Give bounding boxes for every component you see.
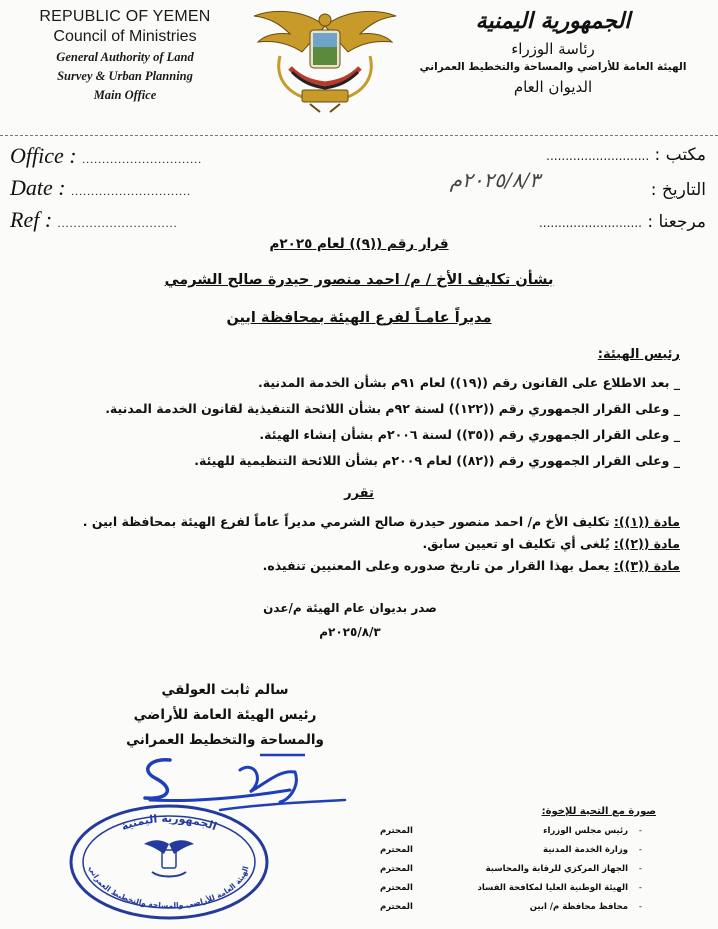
letterhead-authority-ar: الهيئة العامة للأراضي والمساحة والتخطيط العمراني (419, 61, 687, 73)
article-3 (0, 555, 680, 577)
letterhead-office-en: Main Office (93, 88, 157, 102)
copy-honorific: المحترم (380, 826, 413, 836)
arabic-letterhead (398, 8, 708, 96)
date-label-ar: التاريخ : (650, 180, 706, 200)
signatory-title: رئيس الهيئة العامة للأراضي (133, 707, 317, 723)
letterhead-authority-en: General Authority of Land (56, 50, 194, 64)
preamble-heading: رئيس الهيئة: (597, 347, 680, 362)
preamble-item: _ وعلى القرار الجمهوري رقم ((٣٥)) لسنة ٢٠٠٦م بشأن إنشاء الهيئة. (259, 427, 680, 442)
office-dots-en: .............................. (82, 152, 203, 166)
copy-recipient: - الهيئة الوطنية العليا لمكافحة الفساد المحترم (380, 879, 680, 898)
handwritten-date: ٢٠٢٥/٨/٣م (449, 168, 540, 192)
copy-honorific: المحترم (380, 864, 413, 874)
decree-position: مديراً عامـاً لفرع الهيئة بمحافظة ابين (226, 310, 492, 326)
office-field-ar (546, 145, 706, 165)
issued-place: صدر بديوان عام الهيئة م/عدن (263, 601, 437, 615)
preamble-item: _ وعلى القرار الجمهوري رقم ((١٢٢)) لسنة ٩٢م بشأن اللائحة التنفيذية لقانون الخدمة المدنية. (105, 401, 680, 416)
copy-recipient: - وزارة الخدمة المدنية المحترم (380, 841, 680, 860)
preamble-list (30, 370, 680, 474)
issued-block (250, 596, 450, 644)
signatory-name: سالم ثابت العولقي (161, 682, 289, 698)
article-2 (0, 533, 680, 555)
copy-recipient-name: الجهاز المركزي للرقابة والمحاسبة (485, 864, 628, 874)
svg-text:الجمهورية اليمنية (120, 812, 219, 833)
decides-heading: تقرر (344, 486, 374, 501)
date-field-en (10, 175, 191, 201)
letterhead-country-en: REPUBLIC OF YEMEN (39, 8, 211, 25)
copy-recipient: - رئيس مجلس الوزراء المحترم (380, 822, 680, 841)
article-1 (0, 511, 680, 533)
letterhead-country-ar: الجمهورية اليمنية (475, 8, 631, 34)
yemen-eagle-emblem (250, 6, 400, 114)
ref-label-ar: مرجعنا : (647, 212, 706, 232)
copies-heading: صورة مع التحية للإخوة: (541, 806, 656, 817)
copy-recipient-name: وزارة الخدمة المدنية (542, 845, 628, 855)
articles-list (0, 511, 680, 577)
svg-text:الهيئة العامة للأراضي والمساحة (87, 865, 250, 910)
article-text: يعمل بهذا القرار من تاريخ صدوره وعلى المعنيين تنفيذه. (262, 558, 614, 573)
letterhead-office-ar: الديوان العام (513, 78, 593, 96)
article-label: مادة ((٢)): (613, 536, 680, 551)
copy-honorific: المحترم (380, 902, 413, 912)
article-label: مادة ((٣)): (613, 558, 680, 573)
ref-label-en: Ref : (10, 207, 53, 232)
copy-recipient-name: الهيئة الوطنية العليا لمكافحة الفساد (477, 883, 628, 893)
decree-title: قرار رقم ((٩)) لعام ٢٠٢٥م (269, 236, 449, 252)
seal-bottom-text: الهيئة العامة للأراضي والمساحة والتخطيط العمراني (87, 864, 251, 911)
letterhead-presidency-ar: رئاسة الوزراء (511, 40, 595, 58)
preamble-item: _ بعد الاطلاع على القانون رقم ((١٩)) لعام ٩١م بشأن الخدمة المدنية. (258, 375, 680, 390)
office-label-en: Office : (10, 143, 77, 168)
copy-honorific: المحترم (380, 845, 413, 855)
article-label: مادة ((١)): (613, 514, 680, 529)
letterhead-council-en: Council of Ministries (53, 28, 197, 45)
office-dots-ar: ........................... (546, 149, 650, 163)
ref-field-ar (539, 212, 706, 232)
article-text: تكليف الأخ م/ احمد منصور حيدرة صالح الشرمي مديراً عاماً لفرع الهيئة بمحافظة ابين . (82, 514, 614, 529)
ref-dots-ar: ........................... (538, 216, 642, 230)
office-label-ar: مكتب : (654, 145, 706, 165)
copies-list (380, 822, 680, 917)
copy-honorific: المحترم (380, 883, 413, 893)
copy-recipient-name: رئيس مجلس الوزراء (543, 826, 628, 836)
copy-recipient: - محافظ محافظة م/ ابين المحترم (380, 898, 680, 917)
date-field-ar (542, 180, 706, 200)
official-seal (64, 800, 274, 925)
issued-date: ٢٠٢٥/٨/٣م (319, 625, 381, 639)
seal-top-text: الجمهورية اليمنية (119, 811, 219, 834)
english-letterhead (10, 8, 240, 103)
signatory-title-2: والمساحة والتخطيط العمراني (126, 732, 324, 748)
preamble-item: _ وعلى القرار الجمهوري رقم ((٨٢)) لعام ٢٠٠٩م بشأن اللائحة التنظيمية للهيئة. (194, 453, 680, 468)
date-dots-en: .............................. (71, 184, 192, 198)
article-text: يُلغى أي تكليف او تعيين سابق. (422, 536, 614, 551)
ref-field-en (10, 207, 178, 233)
decree-subject: بشأن تكليف الأخ / م/ احمد منصور حيدرة صالح الشرمي (164, 272, 554, 288)
header-divider (0, 135, 718, 136)
ref-dots-en: .............................. (57, 216, 178, 230)
office-field-en (10, 143, 202, 169)
letterhead-authority-en-2: Survey & Urban Planning (57, 69, 193, 83)
date-label-en: Date : (10, 175, 66, 200)
copy-recipient-name: محافظ محافظة م/ ابين (529, 902, 628, 912)
copy-recipient: - الجهاز المركزي للرقابة والمحاسبة المحترم (380, 860, 680, 879)
